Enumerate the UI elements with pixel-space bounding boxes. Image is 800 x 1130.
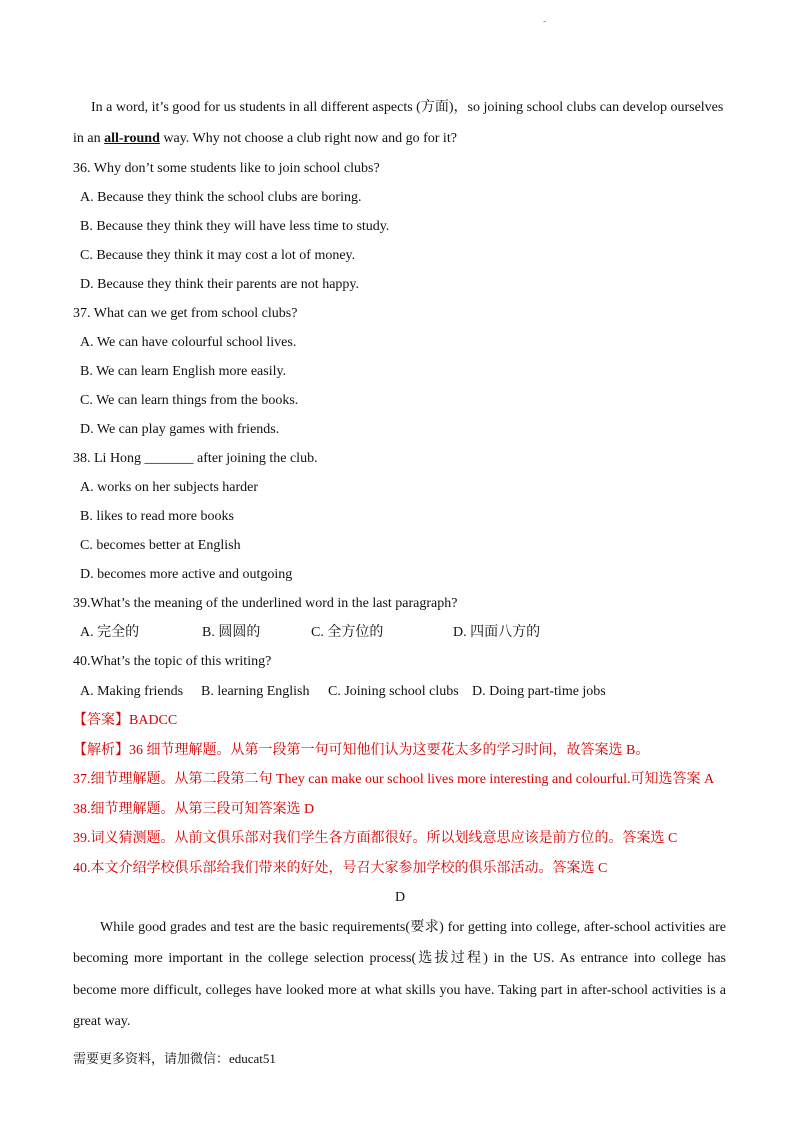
question-38-option-d: D. becomes more active and outgoing	[80, 567, 293, 582]
question-39-option-c: C. 全方位的	[311, 625, 384, 640]
analysis-36: 【解析】36 细节理解题。从第一段第一句可知他们认为这要花太多的学习时间，故答案选 B。	[73, 743, 650, 758]
analysis-37: 37.细节理解题。从第二段第二句 They can make our school lives more interesting and colourful.可知选答案 A	[73, 772, 715, 787]
question-36-option-d: D. Because they think their parents are not happy.	[80, 277, 360, 292]
footer-note: 需要更多资料，请加微信：educat51	[73, 1051, 276, 1066]
question-36-option-c: C. Because they think it may cost a lot of money.	[80, 248, 356, 263]
question-40-option-a: A. Making friends	[80, 684, 184, 699]
question-40-option-c: C. Joining school clubs	[328, 684, 459, 699]
analysis-40: 40.本文介绍学校俱乐部给我们带来的好处，号召大家参加学校的俱乐部活动。答案选 C	[73, 861, 608, 876]
question-38-option-a: A. works on her subjects harder	[80, 480, 259, 495]
analysis-39: 39.词义猜测题。从前文俱乐部对我们学生各方面都很好。所以划线意思应该是前方位的。答案选 C	[73, 831, 678, 846]
passage-line-1: While good grades and test are the basic requirements(要求) for getting into college, after-school activities are	[100, 920, 726, 935]
question-38-stem: 38. Li Hong _______ after joining the club.	[73, 451, 318, 466]
question-39-stem: 39.What’s the meaning of the underlined word in the last paragraph?	[73, 596, 458, 611]
question-40-option-b: B. learning English	[201, 684, 310, 699]
passage-line-2: becoming more important in the college selection process(选拔过程) in the US. As entrance into college has	[73, 951, 726, 966]
question-37-option-a: A. We can have colourful school lives.	[80, 335, 297, 350]
question-39-option-a: A. 完全的	[80, 625, 140, 640]
question-36-stem: 36. Why don’t some students like to join school clubs?	[73, 161, 380, 176]
question-39-option-b: B. 圆圆的	[202, 625, 261, 640]
question-40-stem: 40.What’s the topic of this writing?	[73, 654, 272, 669]
question-36-option-b: B. Because they think they will have less time to study.	[80, 219, 390, 234]
section-title-d: D	[394, 890, 406, 905]
question-40-option-d: D. Doing part-time jobs	[472, 684, 606, 699]
question-39-option-d: D. 四面八方的	[453, 625, 541, 640]
analysis-38: 38.细节理解题。从第三段可知答案选 D	[73, 802, 315, 817]
question-36-option-a: A. Because they think the school clubs are boring.	[80, 190, 362, 205]
intro-line-1: In a word, it’s good for us students in all different aspects (方面)，so joining school clubs can develop ourselves	[91, 100, 724, 115]
answer-key: 【答案】BADCC	[73, 713, 178, 728]
question-37-option-c: C. We can learn things from the books.	[80, 393, 299, 408]
passage-line-4: great way.	[73, 1014, 131, 1029]
question-38-option-c: C. becomes better at English	[80, 538, 241, 553]
question-37-option-d: D. We can play games with friends.	[80, 422, 280, 437]
question-37-option-b: B. We can learn English more easily.	[80, 364, 287, 379]
question-37-stem: 37. What can we get from school clubs?	[73, 306, 298, 321]
question-38-option-b: B. likes to read more books	[80, 509, 234, 524]
underlined-word: all-round	[104, 131, 160, 146]
intro-line-2: in an all-round way. Why not choose a club right now and go for it?	[73, 131, 457, 146]
passage-line-3: become more difficult, colleges have looked more at what skills you have. Taking part in after-school activities is a	[73, 983, 726, 998]
top-mark: -	[543, 16, 547, 27]
